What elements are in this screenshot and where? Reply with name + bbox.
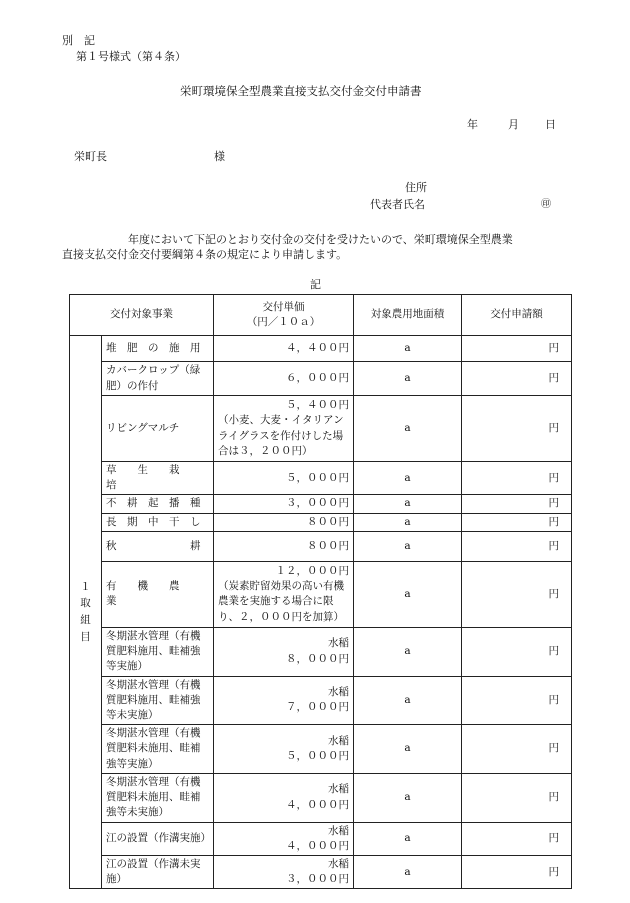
group-label: [70, 336, 102, 889]
price-value: ６，０００円: [286, 371, 349, 384]
group-label-char: １: [80, 580, 91, 593]
unit-price: [214, 462, 354, 495]
area-cell[interactable]: a: [354, 336, 462, 362]
unit-price: [214, 513, 354, 531]
project-name: 有 機 農 業: [102, 561, 214, 627]
unit-price: [214, 822, 354, 855]
amount-cell[interactable]: 円: [462, 725, 572, 774]
project-name: 冬期湛水管理（有機質肥料未施用、畦補強等実施）: [102, 725, 214, 774]
table-row: [70, 336, 572, 362]
amount-cell[interactable]: 円: [462, 773, 572, 822]
unit-price: [214, 495, 354, 513]
price-value: ８００円: [307, 539, 349, 552]
area-cell[interactable]: a: [354, 495, 462, 513]
representative-label: 代表者氏名: [370, 198, 425, 211]
project-name: 冬期湛水管理（有機質肥料施用、畦補強等未実施）: [102, 676, 214, 725]
form-number: 第１号様式（第４条）: [76, 50, 186, 63]
header-price-line2: （円／１０ａ）: [246, 316, 321, 328]
price-value: ４，４００円: [286, 341, 349, 354]
unit-price: [214, 676, 354, 725]
crop-label: 水稲: [328, 857, 349, 870]
amount-cell[interactable]: 円: [462, 627, 572, 676]
group-label-char: 目: [80, 630, 91, 643]
table-row: [70, 676, 572, 725]
price-value: ４，０００円: [286, 798, 349, 811]
date-year: 年: [467, 118, 478, 131]
amount-cell[interactable]: 円: [462, 513, 572, 531]
unit-price: [214, 855, 354, 888]
price-value: ３，０００円: [286, 497, 349, 510]
header-price-line1: 交付単価: [262, 300, 305, 313]
unit-price: [214, 773, 354, 822]
area-cell[interactable]: a: [354, 396, 462, 462]
table-row: [70, 627, 572, 676]
amount-cell[interactable]: 円: [462, 676, 572, 725]
amount-cell[interactable]: 円: [462, 396, 572, 462]
project-name: 江の設置（作溝未実施）: [102, 855, 214, 888]
crop-label: 水稲: [328, 686, 349, 699]
address-label: 住所: [405, 181, 427, 194]
header-area: 対象農用地面積: [354, 295, 462, 336]
unit-price: [214, 531, 354, 561]
table-row: [70, 362, 572, 396]
unit-price: [214, 336, 354, 362]
table-row: [70, 531, 572, 561]
project-name: 不 耕 起 播 種: [102, 495, 214, 513]
table-row: [70, 855, 572, 888]
price-note: （炭素貯留効果の高い有機農業を実施する場合に限り、２，０００円を加算）: [218, 580, 344, 623]
amount-cell[interactable]: 円: [462, 362, 572, 396]
application-table: [69, 294, 572, 889]
project-name: カバークロップ（緑肥）の作付: [102, 362, 214, 396]
unit-price: [214, 362, 354, 396]
table-row: [70, 462, 572, 495]
price-value: ８，０００円: [286, 652, 349, 665]
amount-cell[interactable]: 円: [462, 822, 572, 855]
document-title: 栄町環境保全型農業直接支払交付金交付申請書: [180, 84, 422, 98]
project-name: リビングマルチ: [102, 396, 214, 462]
ki-heading: 記: [310, 278, 321, 291]
amount-cell[interactable]: 円: [462, 336, 572, 362]
unit-price: [214, 561, 354, 627]
table-row: [70, 822, 572, 855]
seal-mark: ㊞: [541, 199, 551, 210]
group-label-char: 取: [80, 597, 91, 610]
area-cell[interactable]: a: [354, 676, 462, 725]
body-text-line1: 年度において下記のとおり交付金の交付を受けたいので、栄町環境保全型農業: [128, 233, 513, 246]
table-row: [70, 396, 572, 462]
price-value: １２，０００円: [275, 564, 349, 577]
table-row: [70, 773, 572, 822]
crop-label: 水稲: [328, 637, 349, 650]
date-day: 日: [545, 118, 556, 131]
amount-cell[interactable]: 円: [462, 462, 572, 495]
area-cell[interactable]: a: [354, 822, 462, 855]
group-label-char: 組: [80, 614, 91, 627]
amount-cell[interactable]: 円: [462, 495, 572, 513]
area-cell[interactable]: a: [354, 362, 462, 396]
area-cell[interactable]: a: [354, 462, 462, 495]
area-cell[interactable]: a: [354, 773, 462, 822]
table-row: [70, 561, 572, 627]
area-cell[interactable]: a: [354, 513, 462, 531]
body-text-line2: 直接支払交付金交付要綱第４条の規定により申請します。: [62, 248, 348, 261]
project-name: 草 生 栽 培: [102, 462, 214, 495]
price-value: ４，０００円: [286, 839, 349, 852]
price-value: ８００円: [307, 515, 349, 528]
addressee-honorific: 様: [214, 150, 225, 163]
price-value: ５，０００円: [286, 471, 349, 484]
header-amount: 交付申請額: [462, 295, 572, 336]
header-project: 交付対象事業: [70, 295, 214, 336]
crop-label: 水稲: [328, 824, 349, 837]
crop-label: 水稲: [328, 734, 349, 747]
area-cell[interactable]: a: [354, 725, 462, 774]
addressee: 栄町長: [74, 150, 107, 163]
unit-price: [214, 396, 354, 462]
crop-label: 水稲: [328, 783, 349, 796]
area-cell[interactable]: a: [354, 561, 462, 627]
table-header-row: [70, 295, 572, 336]
area-cell[interactable]: a: [354, 855, 462, 888]
project-name: 長 期 中 干 し: [102, 513, 214, 531]
amount-cell[interactable]: 円: [462, 855, 572, 888]
table-row: [70, 725, 572, 774]
project-name: 江の設置（作溝実施）: [102, 822, 214, 855]
price-value: ７，０００円: [286, 701, 349, 714]
unit-price: [214, 725, 354, 774]
table-row: [70, 513, 572, 531]
area-cell[interactable]: a: [354, 627, 462, 676]
header-price: [214, 295, 354, 336]
project-name: 冬期湛水管理（有機質肥料未施用、畦補強等未実施）: [102, 773, 214, 822]
date-month: 月: [508, 118, 519, 131]
price-value: ５，０００円: [286, 750, 349, 763]
project-name: 堆 肥 の 施 用: [102, 336, 214, 362]
price-value: ３，０００円: [286, 873, 349, 886]
area-cell[interactable]: a: [354, 531, 462, 561]
price-note: （小麦、大麦・イタリアンライグラスを作付けした場合は３，２００円）: [218, 414, 344, 457]
price-value: ５，４００円: [286, 399, 349, 412]
table-row: [70, 495, 572, 513]
unit-price: [214, 627, 354, 676]
betsuki: 別 記: [62, 34, 95, 47]
project-name: 秋 耕: [102, 531, 214, 561]
amount-cell[interactable]: 円: [462, 531, 572, 561]
project-name: 冬期湛水管理（有機質肥料施用、畦補強等実施）: [102, 627, 214, 676]
amount-cell[interactable]: 円: [462, 561, 572, 627]
